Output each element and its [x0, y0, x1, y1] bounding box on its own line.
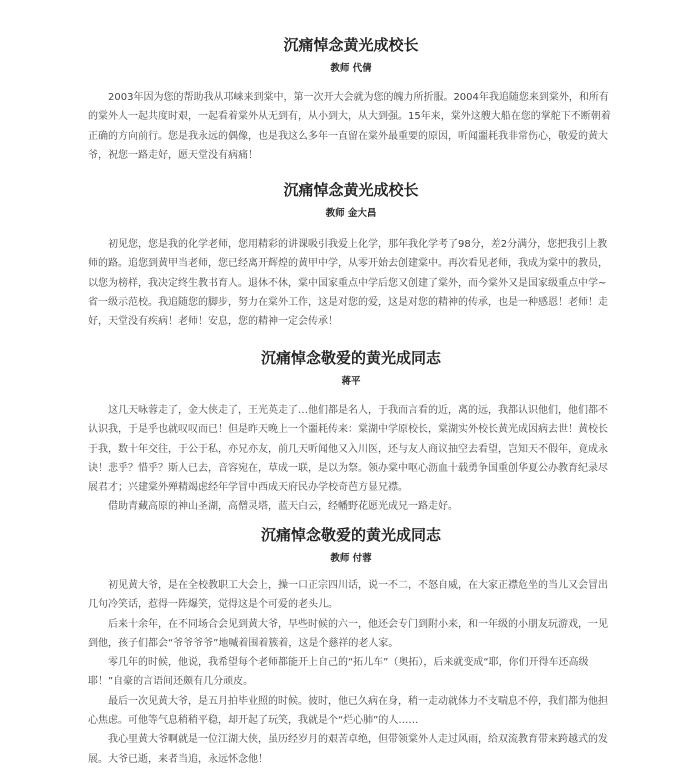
article-body — [88, 235, 614, 331]
paragraph: 最后一次见黄大爷，是五月拍毕业照的时候。彼时，他已久病在身，稍一走动就体力不支喘息不停，我们都为他担心焦虑。可他等气息稍稍平稳，却开起了玩笑，我就是个“烂心肺”的人…… — [88, 695, 608, 727]
article-author: 蒋平 — [341, 376, 361, 387]
paragraph: 2003年因为您的帮助我从邛崃来到棠中，第一次开大会就为您的魄力所折服。2004年我追随您来到棠外，和所有的棠外人一起共度时艰，一起看着棠外从无到有，从小到大，从大到强。15年来，棠外这艘大船在您的掌舵下不断朝着正确的方向前行。您是我永远的偶像，也是我这么多年一直留在棠外最重要的原因，听闻噩耗我非常伤心，敬爱的黄大爷，祝您一路走好，愿天堂没有病痛！ — [88, 92, 611, 161]
paragraph: 这几天咏蓉走了，金大侠走了，王光英走了…他们都是名人，于我而言看的近，离的远，我都认识他们，他们都不认识我，于是乎也就叹叹而已！但是昨天晚上一个噩耗传来：棠湖中学原校长，棠湖实外校长黄光成因病去世！黄校长于我，数十年交往，于公于私，亦兄亦友，前几天听闻他又入川医，还与友人商议抽空去看望，岂知天不假年，竟成永诀！悲乎？惜乎？斯人已去，音容宛在，草成一联，是以为祭。领办棠中呕心沥血十载勇争国重创华夏公办教育纪录尽展君才；兴建棠外殚精竭虑经年学冒中西成天府民办学校奇芭方显兄襟。 — [88, 405, 608, 494]
article-body — [88, 401, 614, 517]
paragraph: 零几年的时候，他说，我希望每个老师都能开上自己的“拓儿车”（奥拓），后来就变成“耶，你们开得车还高级耶！”自豪的言语间还颇有几分顽皮。 — [88, 657, 589, 688]
article-1 — [88, 34, 614, 165]
article-title: 沉痛悼念敬爱的黄光成同志 — [260, 349, 441, 367]
article-author: 教师 付蓉 — [330, 553, 372, 564]
article-3 — [88, 347, 614, 517]
article-body — [88, 88, 614, 165]
article-title: 沉痛悼念黄光成校长 — [283, 36, 419, 54]
paragraph: 我心里黄大爷啊就是一位江湖大侠，虽历经岁月的艰苦卓绝，但带领棠外人走过风雨，给双流教育带来跨越式的发展。大爷已逝，来者当追，永远怀念他！ — [88, 734, 608, 765]
paragraph: 后来十余年，在不同场合会见到黄大爷，早些时候的六一，他还会专门到附小来，和一年级的小朋友玩游戏，一见到他，孩子们都会“爷爷爷爷”地喊着围着簇着，这是个慈祥的老人家。 — [88, 618, 608, 649]
article-author: 教师 金大昌 — [325, 208, 377, 219]
article-body — [88, 576, 614, 769]
paragraph: 初见黄大爷，是在全校教职工大会上，操一口正宗四川话，说一不二，不怒自威，在大家正襟危坐的当儿又会冒出几句冷笑话，惹得一阵爆笑，觉得这是个可爱的老头儿。 — [88, 580, 608, 611]
article-2 — [88, 179, 614, 331]
article-4 — [88, 524, 614, 769]
paragraph: 借助青藏高原的神山圣湖，高僧灵塔，蓝天白云，经幡野花愿光成兄一路走好。 — [108, 501, 458, 513]
article-author: 教师 代倩 — [330, 63, 372, 74]
article-title: 沉痛悼念敬爱的黄光成同志 — [260, 526, 441, 544]
paragraph: 初见您，您是我的化学老师，您用精彩的讲课吸引我爱上化学，那年我化学考了98分，差2分满分，您把我引上教师的路。追您到黄甲当老师，您已经离开辉煌的黄甲中学，从零开始去创建棠中。再次看见老师，我成为棠中的教员，以您为榜样，我决定终生教书育人。退休不休，棠中国家重点中学后您又创建了棠外，而今棠外又是国家级重点中学~省一级示范校。我追随您的脚步，努力在棠外工作，这是对您的爱，这是对您的精神的传承，也是一种感恩！老师！走好，天堂没有疾病！老师！安息，您的精神一定会传承！ — [88, 239, 608, 328]
article-title: 沉痛悼念黄光成校长 — [283, 181, 419, 199]
